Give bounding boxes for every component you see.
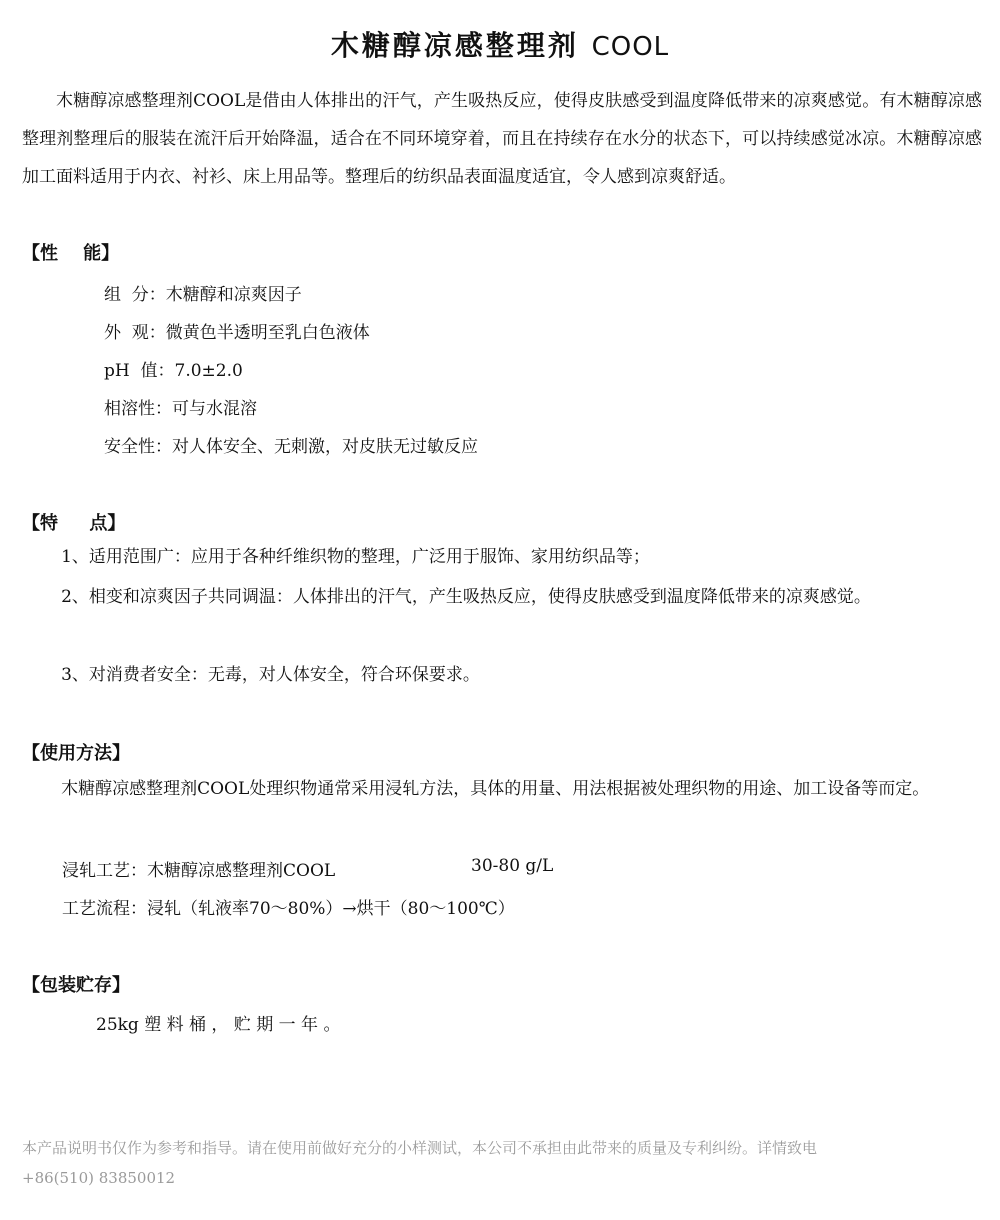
feature-item-1: 1、适用范围广：应用于各种纤维织物的整理，广泛用于服饰、家用纺织品等；	[61, 547, 650, 567]
feature-item-2: 2、相变和凉爽因子共同调温：人体排出的汗气，产生吸热反应，使得皮肤感受到温度降低带来的凉爽感觉。	[61, 587, 871, 607]
packaging-heading: 【包装贮存】	[22, 975, 130, 996]
property-composition: 组 分：木糖醇和凉爽因子	[104, 285, 302, 305]
property-safety: 安全性：对人体安全、无刺激，对皮肤无过敏反应	[104, 437, 478, 457]
footer-disclaimer: 本产品说明书仅作为参考和指导。请在使用前做好充分的小样测试，本公司不承担由此带来的质量及专利纠纷。详情致电	[22, 1139, 818, 1157]
process-flow: 工艺流程：浸轧（轧液率70～80%）→烘干（80～100℃）	[62, 899, 515, 919]
property-solubility: 相溶性：可与水混溶	[104, 399, 257, 419]
usage-paragraph: 木糖醇凉感整理剂COOL处理织物通常采用浸轧方法，具体的用量、用法根据被处理织物的用途、加工设备等而定。	[61, 779, 930, 799]
page-title	[0, 24, 1000, 64]
title-latin: COOL	[591, 32, 670, 62]
performance-heading: 【性 能】	[22, 243, 120, 264]
title-chinese: 木糖醇凉感整理剂	[330, 29, 579, 62]
padding-process-label: 浸轧工艺：木糖醇凉感整理剂COOL	[62, 861, 336, 881]
property-appearance: 外 观：微黄色半透明至乳白色液体	[104, 323, 370, 343]
padding-process-dosage: 30-80 g/L	[471, 856, 554, 876]
feature-item-3: 3、对消费者安全：无毒，对人体安全，符合环保要求。	[61, 665, 480, 685]
intro-paragraph: 木糖醇凉感整理剂COOL是借由人体排出的汗气，产生吸热反应，使得皮肤感受到温度降低带来的凉爽感觉。有木糖醇凉感整理剂整理后的服装在流汗后开始降温，适合在不同环境穿着，而且在持续存在水分的状态下，可以持续感觉冰凉。木糖醇凉感加工面料适用于内衣、衬衫、床上用品等。整理后的纺织品表面温度适宜，令人感到凉爽舒适。	[22, 91, 982, 187]
packaging-text: 25kg 塑 料 桶 ， 贮 期 一 年 。	[96, 1015, 341, 1035]
footer-phone: +86(510) 83850012	[22, 1169, 176, 1187]
features-heading: 【特 点】	[22, 513, 126, 534]
property-ph: pH 值：7.0±2.0	[104, 361, 243, 381]
usage-heading: 【使用方法】	[22, 743, 130, 764]
